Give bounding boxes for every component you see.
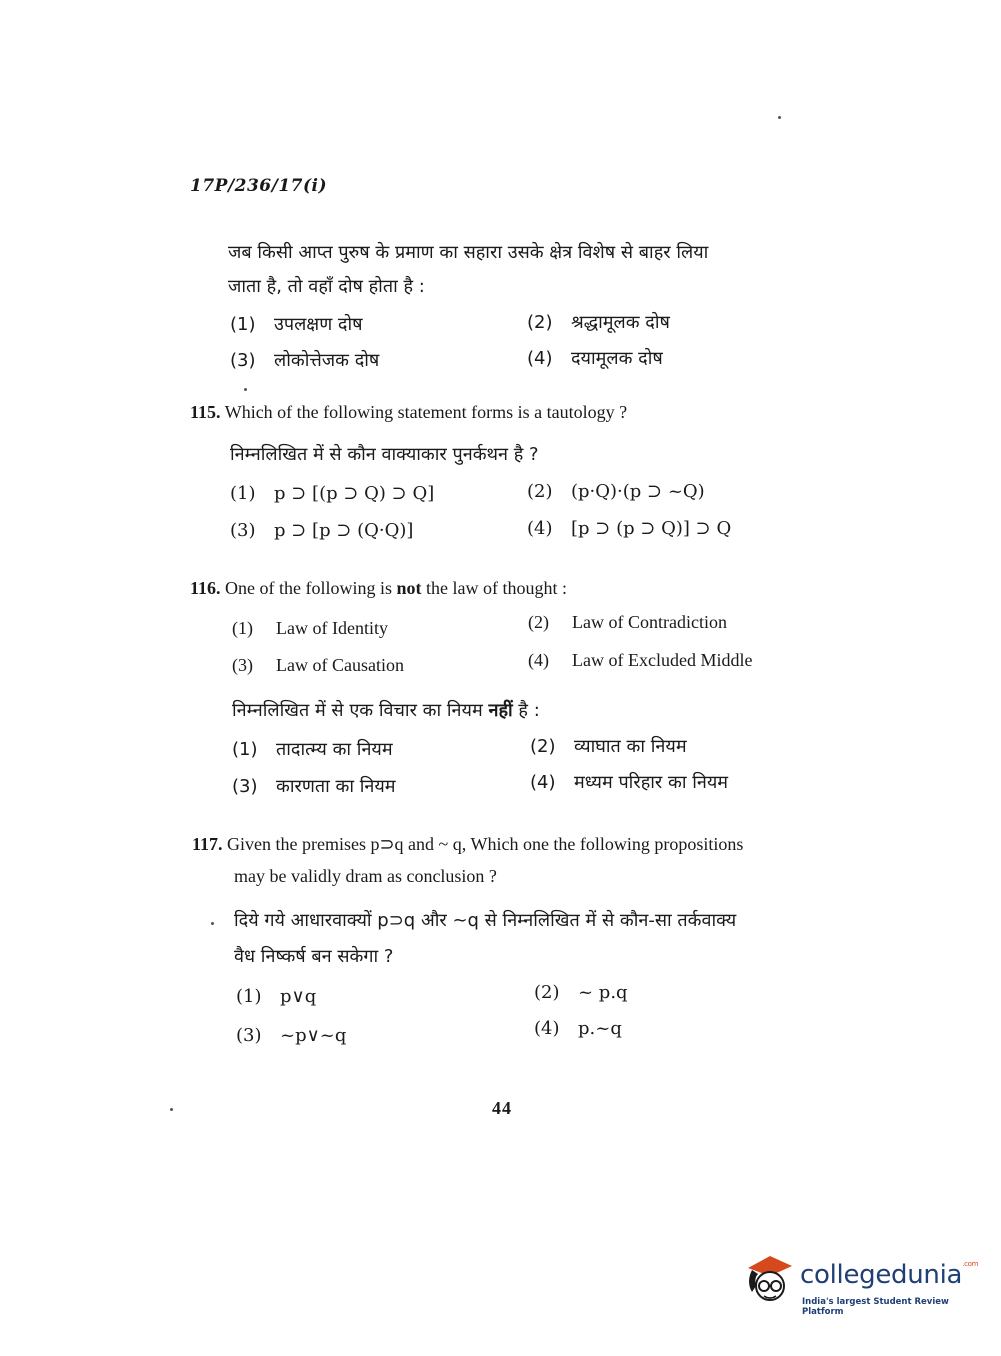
question-number: 115. (190, 402, 221, 422)
option-number: (2) (528, 612, 549, 632)
option-text: श्रद्धामूलक दोष (571, 312, 670, 333)
q115-option-2 (527, 481, 705, 502)
q114-text-line2: जाता है, तो वहाँ दोष होता है : (228, 276, 425, 297)
option-text: Law of Excluded Middle (572, 650, 753, 670)
question-number: 117. (192, 834, 223, 854)
q116-option-hi-2 (530, 734, 687, 758)
option-number: (1) (232, 618, 253, 638)
q115-option-1 (230, 483, 434, 504)
question-text-pre: One of the following is (225, 578, 392, 598)
question-number: 116. (190, 578, 221, 598)
option-text: Law of Contradiction (572, 612, 727, 632)
option-text: p.~q (578, 1018, 622, 1039)
question-text-pre: निम्नलिखित में से एक विचार का नियम (232, 700, 483, 721)
option-number: (1) (230, 483, 256, 504)
q114-text-line1: जब किसी आप्त पुरुष के प्रमाण का सहारा उसके क्षेत्र विशेष से बाहर लिया (228, 242, 709, 263)
paper-code: 17P/236/17(i) (190, 176, 328, 196)
option-text: मध्यम परिहार का नियम (574, 772, 729, 793)
q116-option-hi-4 (530, 770, 728, 794)
mascot-icon (742, 1252, 798, 1312)
q117-hindi-line1: दिये गये आधारवाक्यों p⊃q और ~q से निम्नलिखित में से कौन-सा तर्कवाक्य (234, 910, 737, 931)
option-text: तादात्म्य का नियम (276, 739, 393, 760)
question-text-post: है : (518, 700, 540, 721)
q117-option-3 (236, 1025, 346, 1046)
logo-wordmark (800, 1260, 978, 1290)
q114-option-4 (527, 346, 663, 370)
option-number: (3) (232, 776, 258, 797)
q115-hindi: निम्नलिखित में से कौन वाक्याकार पुनर्कथन है ? (230, 444, 539, 465)
option-text: Law of Causation (276, 655, 404, 675)
page-number: 44 (492, 1098, 512, 1118)
option-number: (2) (527, 481, 553, 502)
collegedunia-logo[interactable] (742, 1250, 979, 1320)
q116-option-hi-1 (232, 737, 393, 761)
question-text: Given the premises p⊃q and ~ q, Which one the following propositions (227, 834, 744, 854)
option-text: दयामूलक दोष (571, 348, 663, 369)
q117-option-1 (236, 986, 316, 1007)
option-number: (4) (530, 772, 556, 793)
logo-name-text: collegedunia (800, 1260, 963, 1290)
option-text: कारणता का नियम (276, 776, 396, 797)
option-text: लोकोत्तेजक दोष (274, 350, 380, 371)
q116-option-hi-3 (232, 774, 396, 798)
q117-english-line2: may be validly dram as conclusion ? (234, 866, 497, 886)
scan-speck (211, 922, 214, 925)
logo-tagline: India's largest Student Review Platform (802, 1297, 949, 1317)
option-number: (3) (236, 1025, 262, 1046)
option-text: व्याघात का नियम (574, 736, 687, 757)
option-number: (4) (527, 348, 553, 369)
q115-english (190, 402, 627, 423)
option-number: (3) (230, 520, 256, 541)
q114-option-1 (230, 312, 363, 336)
option-number: (4) (528, 650, 549, 670)
question-text-emphasis: नहीं (488, 700, 513, 721)
q116-english (190, 578, 567, 599)
option-number: (1) (230, 314, 256, 335)
scan-speck (778, 116, 781, 119)
option-number: (2) (534, 982, 560, 1003)
question-text: Which of the following statement forms is a tautology ? (224, 402, 628, 422)
q116-option-en-4 (528, 650, 752, 671)
option-number: (2) (530, 736, 556, 757)
option-text: उपलक्षण दोष (274, 314, 363, 335)
logo-suffix: .com (962, 1260, 979, 1268)
q117-hindi-line2: वैध निष्कर्ष बन सकेगा ? (234, 946, 394, 967)
option-text: [p ⊃ (p ⊃ Q)] ⊃ Q (571, 518, 732, 539)
q117-option-2 (534, 982, 628, 1003)
q117-english-line1 (192, 834, 743, 855)
option-text: p ⊃ [(p ⊃ Q) ⊃ Q] (274, 483, 435, 504)
option-text: ~p∨~q (280, 1025, 347, 1046)
question-text-emphasis: not (396, 578, 422, 598)
option-text: Law of Identity (276, 618, 388, 638)
option-number: (3) (232, 655, 253, 675)
option-number: (2) (527, 312, 553, 333)
option-text: p ⊃ [p ⊃ (Q·Q)] (274, 520, 414, 541)
option-number: (4) (527, 518, 553, 539)
option-text: ~ p.q (578, 982, 628, 1003)
q115-option-3 (230, 520, 413, 541)
question-text-post: the law of thought : (426, 578, 567, 598)
scan-speck (244, 388, 247, 391)
q117-option-4 (534, 1018, 622, 1039)
q114-option-2 (527, 310, 670, 334)
q116-option-en-3 (232, 655, 404, 676)
option-text: p∨q (280, 986, 317, 1007)
option-number: (1) (236, 986, 262, 1007)
q115-option-4 (527, 518, 731, 539)
q116-option-en-1 (232, 618, 388, 639)
option-text: (p·Q)·(p ⊃ ~Q) (571, 481, 705, 502)
option-number: (4) (534, 1018, 560, 1039)
scan-speck (170, 1108, 173, 1111)
q116-option-en-2 (528, 612, 727, 633)
option-number: (1) (232, 739, 258, 760)
option-number: (3) (230, 350, 256, 371)
q116-hindi (232, 698, 540, 722)
q114-option-3 (230, 348, 379, 372)
